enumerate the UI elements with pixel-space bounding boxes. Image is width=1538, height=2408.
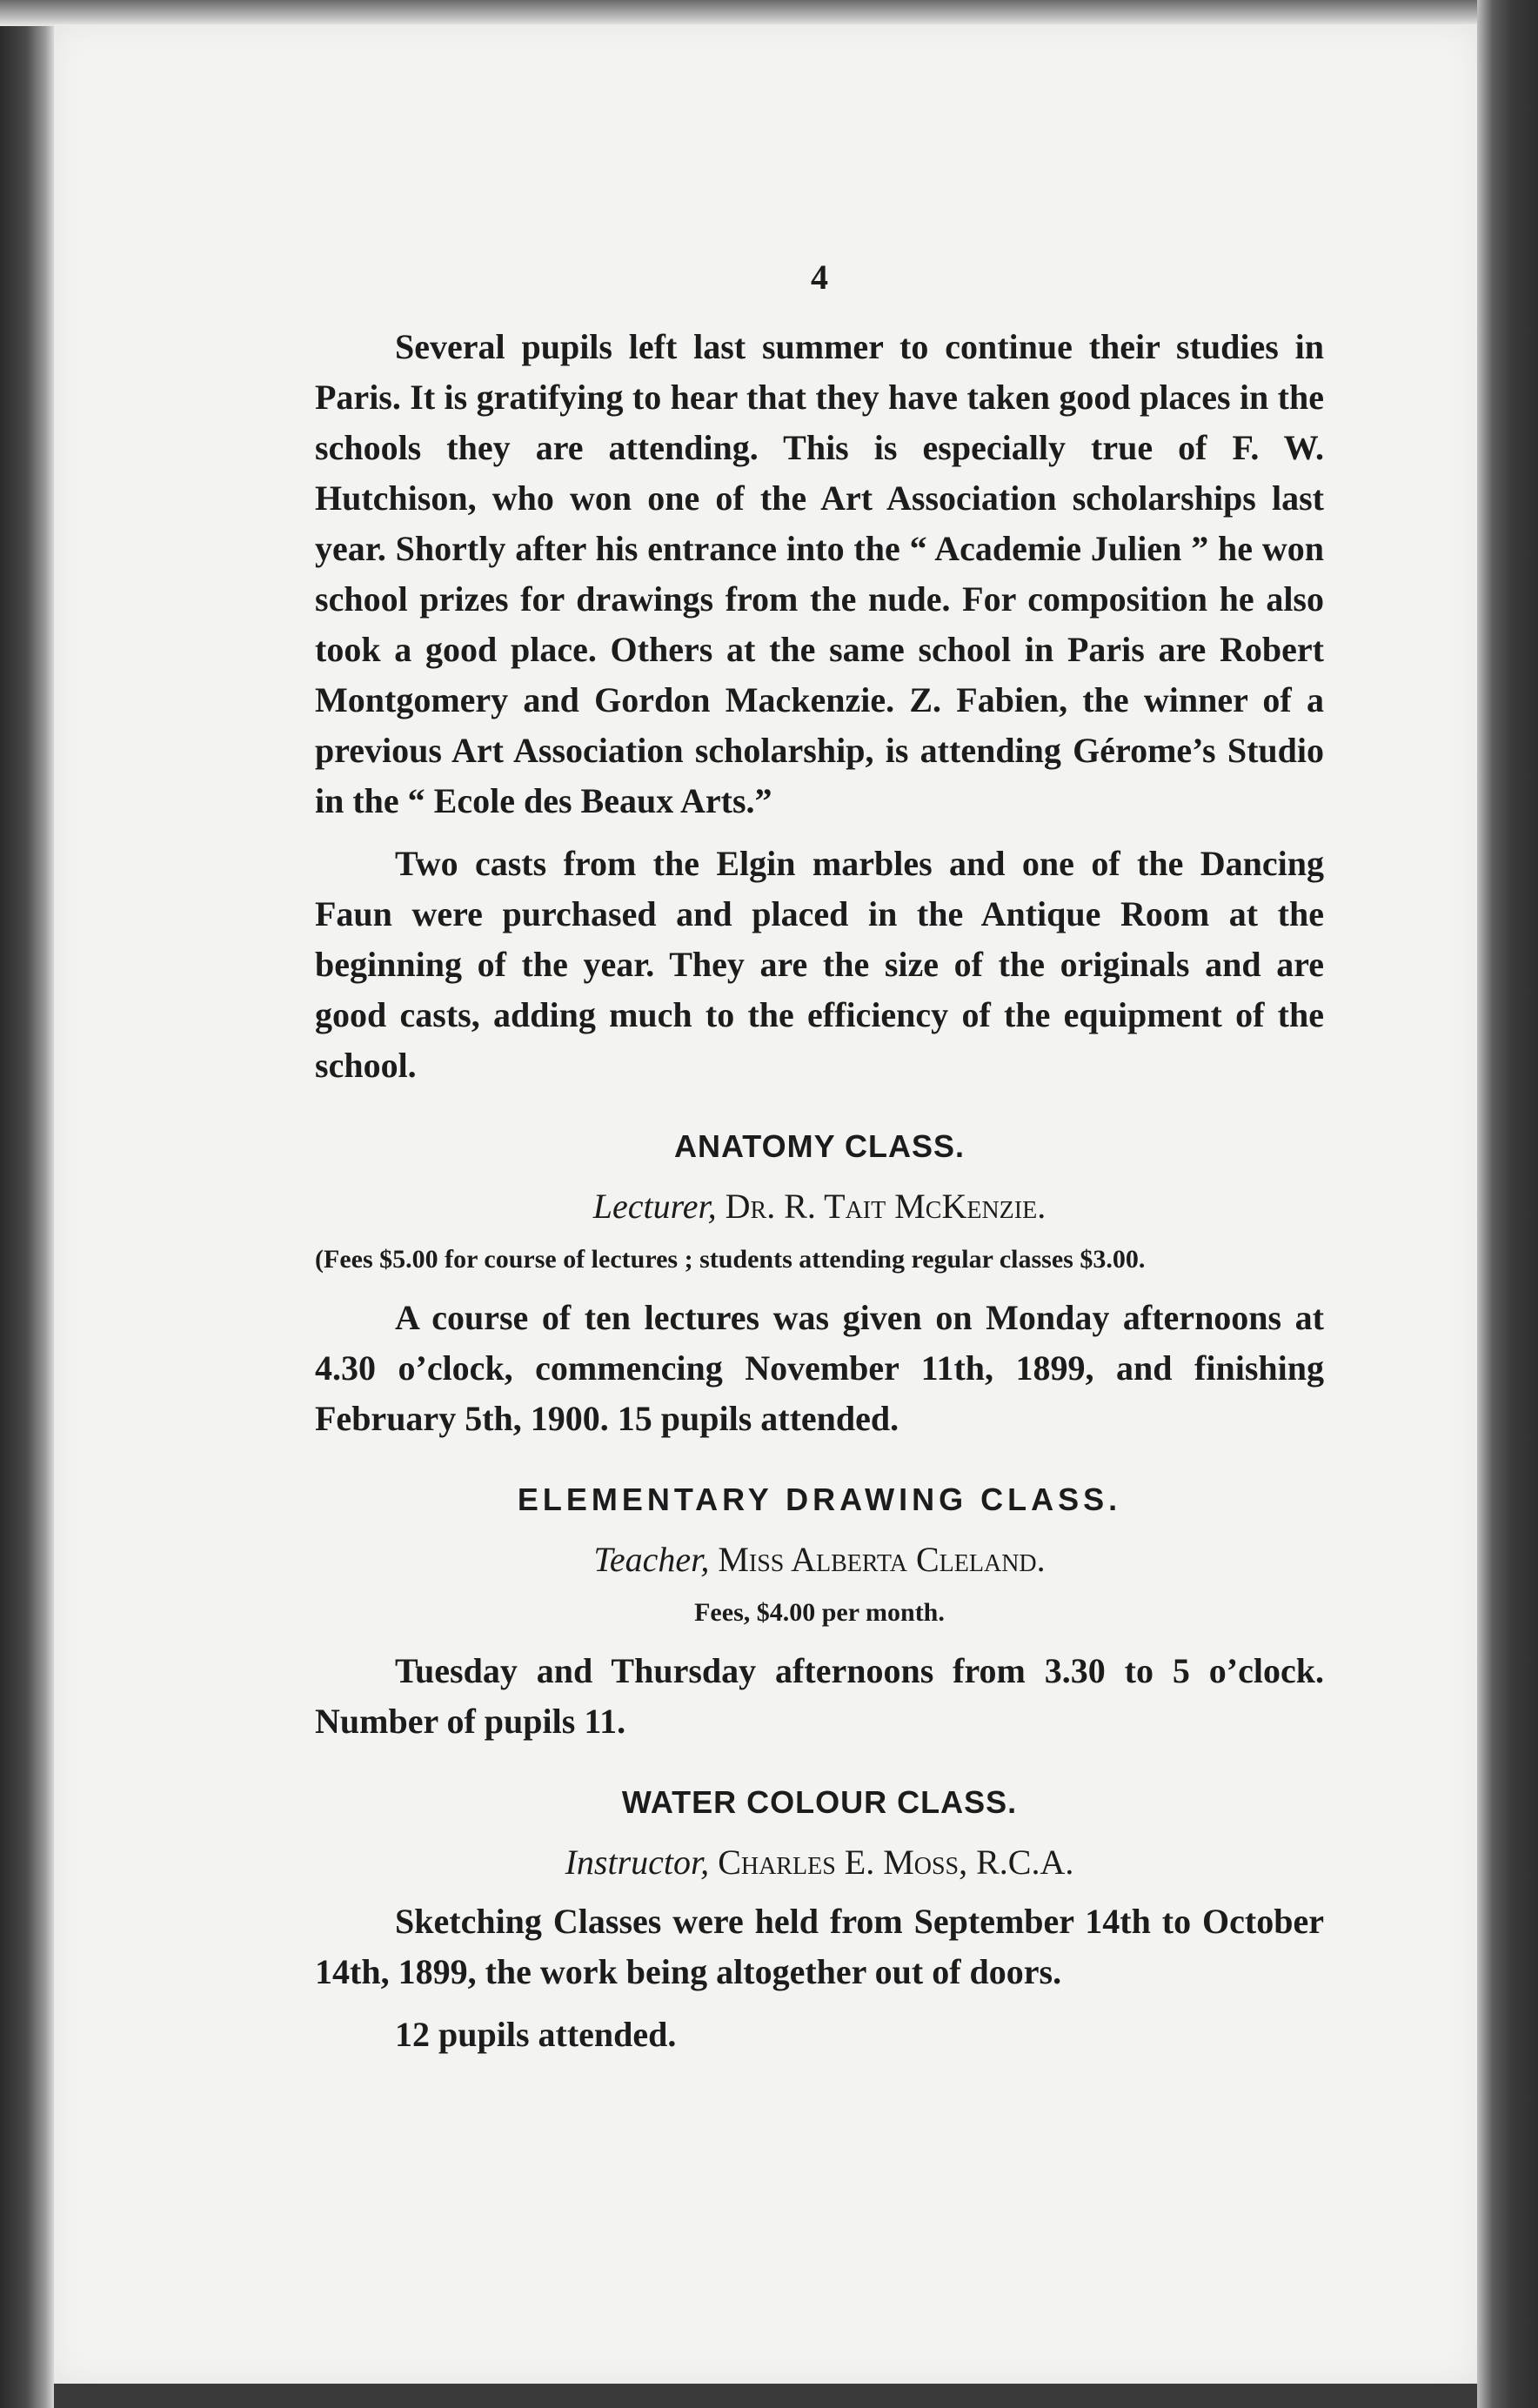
watercolour-instructor-name: Charles E. Moss, R.C.A. [718, 1843, 1074, 1882]
watercolour-body: Sketching Classes were held from September 14th to October 14th, 1899, the work being altogether out of doors. [315, 1902, 1324, 1991]
page-content [315, 252, 1324, 2072]
heading-anatomy-class: ANATOMY CLASS. [673, 1128, 966, 1164]
elementary-body: Tuesday and Thursday afternoons from 3.30 to 5 o’clock. Number of pupils 11. [315, 1651, 1324, 1741]
scan-border-left [0, 0, 54, 2408]
anatomy-lecturer-name: Dr. R. Tait McKenzie. [725, 1187, 1047, 1226]
anatomy-role: Lecturer, [592, 1187, 717, 1226]
scan-border-top [0, 0, 1538, 26]
page-number: 4 [811, 258, 828, 297]
elementary-byline [315, 1535, 1324, 1585]
watercolour-attended: 12 pupils attended. [395, 2015, 677, 2054]
heading-elementary-drawing-class: ELEMENTARY DRAWING CLASS. [517, 1482, 1122, 1517]
paragraph-paris-pupils: Several pupils left last summer to continue their studies in Paris. It is gratifying to hear that they have taken good places in the schools they are attending. This is especially true of F. W. Hutchison, who won one of the Art Association scholarships last year. Shortly after his entrance into the “ Academie Julien ” he won school prizes for drawings from the nude. For composition he also took a good place. Others at the same school in Paris are Robert Montgomery and Gordon Mackenzie. Z. Fabien, the winner of a previous Art Association scholarship, is attending Gérome’s Studio in the “ Ecole des Beaux Arts.” [315, 327, 1324, 820]
scan-border-right [1477, 0, 1538, 2408]
watercolour-role: Instructor, [565, 1843, 710, 1882]
watercolour-byline [315, 1837, 1324, 1888]
heading-water-colour-class: WATER COLOUR CLASS. [621, 1784, 1018, 1820]
anatomy-byline [315, 1181, 1324, 1232]
elementary-teacher-name: Miss Alberta Cleland. [718, 1540, 1046, 1579]
anatomy-body: A course of ten lectures was given on Monday afternoons at 4.30 o’clock, commencing November 11th, 1899, and finishing February 5th, 1900. 15 pupils attended. [315, 1298, 1324, 1438]
anatomy-fees: (Fees $5.00 for course of lectures ; students attending regular classes $3.00. [315, 1245, 1146, 1274]
elementary-role: Teacher, [593, 1540, 710, 1579]
paragraph-elgin-casts: Two casts from the Elgin marbles and one of the Dancing Faun were purchased and placed in the Antique Room at the beginning of the year. They are the size of the originals and are good casts, adding much to the efficiency of the equipment of the school. [315, 844, 1324, 1085]
elementary-fees: Fees, $4.00 per month. [694, 1598, 945, 1627]
